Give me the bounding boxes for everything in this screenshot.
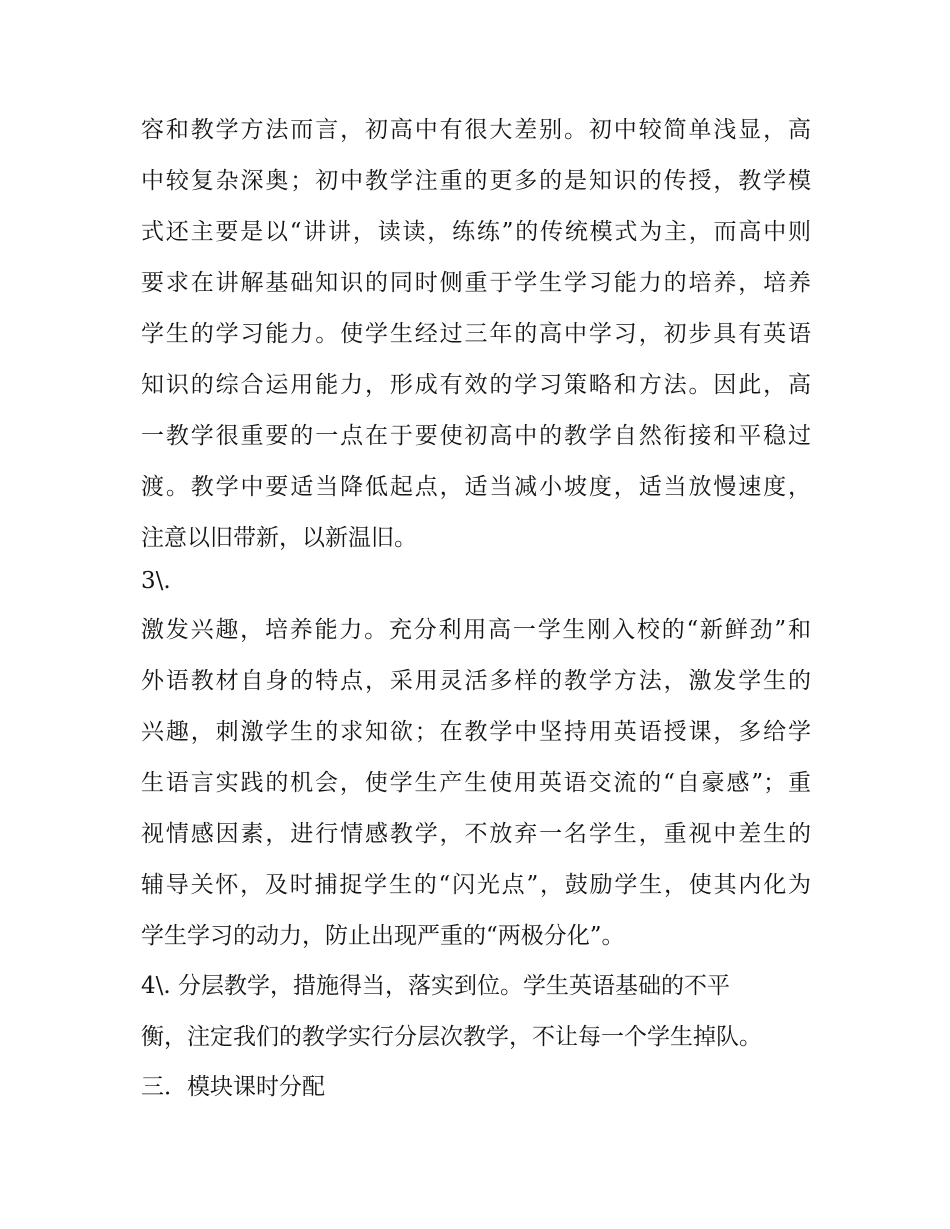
text-line: 外语教材自身的特点，采用灵活多样的教学方法，激发学生的 xyxy=(141,668,811,694)
text-line: 式还主要是以“讲讲，读读，练练”的传统模式为主，而高中则 xyxy=(141,219,811,245)
text-line: 辅导关怀，及时捕捉学生的“闪光点”，鼓励学生，使其内化为 xyxy=(141,872,811,898)
text-line: 4\. 分层教学，措施得当，落实到位。学生英语基础的不平 xyxy=(141,973,731,999)
section-heading: 三．模块课时分配 xyxy=(141,1074,325,1100)
text-line: 生语言实践的机会，使学生产生使用英语交流的“自豪感”；重 xyxy=(141,770,811,796)
text-line: 一教学很重要的一点在于要使初高中的教学自然衔接和平稳过 xyxy=(141,423,811,449)
text-line: 注意以旧带新，以新温旧。 xyxy=(141,525,417,551)
text-line: 兴趣，刺激学生的求知欲；在教学中坚持用英语授课，多给学 xyxy=(141,719,811,745)
text-line: 容和教学方法而言，初高中有很大差别。初中较简单浅显，高 xyxy=(141,117,811,143)
text-line: 知识的综合运用能力，形成有效的学习策略和方法。因此，高 xyxy=(141,372,811,398)
text-line: 视情感因素，进行情感教学，不放弃一名学生，重视中差生的 xyxy=(141,821,811,847)
text-line: 中较复杂深奥；初中教学注重的更多的是知识的传授，教学模 xyxy=(141,168,811,194)
text-line: 衡，注定我们的教学实行分层次教学，不让每一个学生掉队。 xyxy=(141,1024,762,1050)
text-line: 学生学习的动力，防止出现严重的“两极分化”。 xyxy=(141,923,625,949)
text-line: 要求在讲解基础知识的同时侧重于学生学习能力的培养，培养 xyxy=(141,270,811,296)
text-line: 激发兴趣，培养能力。充分利用高一学生刚入校的“新鲜劲”和 xyxy=(141,617,811,643)
list-item-number: 3\. xyxy=(141,568,171,594)
text-line: 渡。教学中要适当降低起点，适当减小坡度，适当放慢速度， xyxy=(141,474,811,500)
text-line: 学生的学习能力。使学生经过三年的高中学习，初步具有英语 xyxy=(141,321,811,347)
